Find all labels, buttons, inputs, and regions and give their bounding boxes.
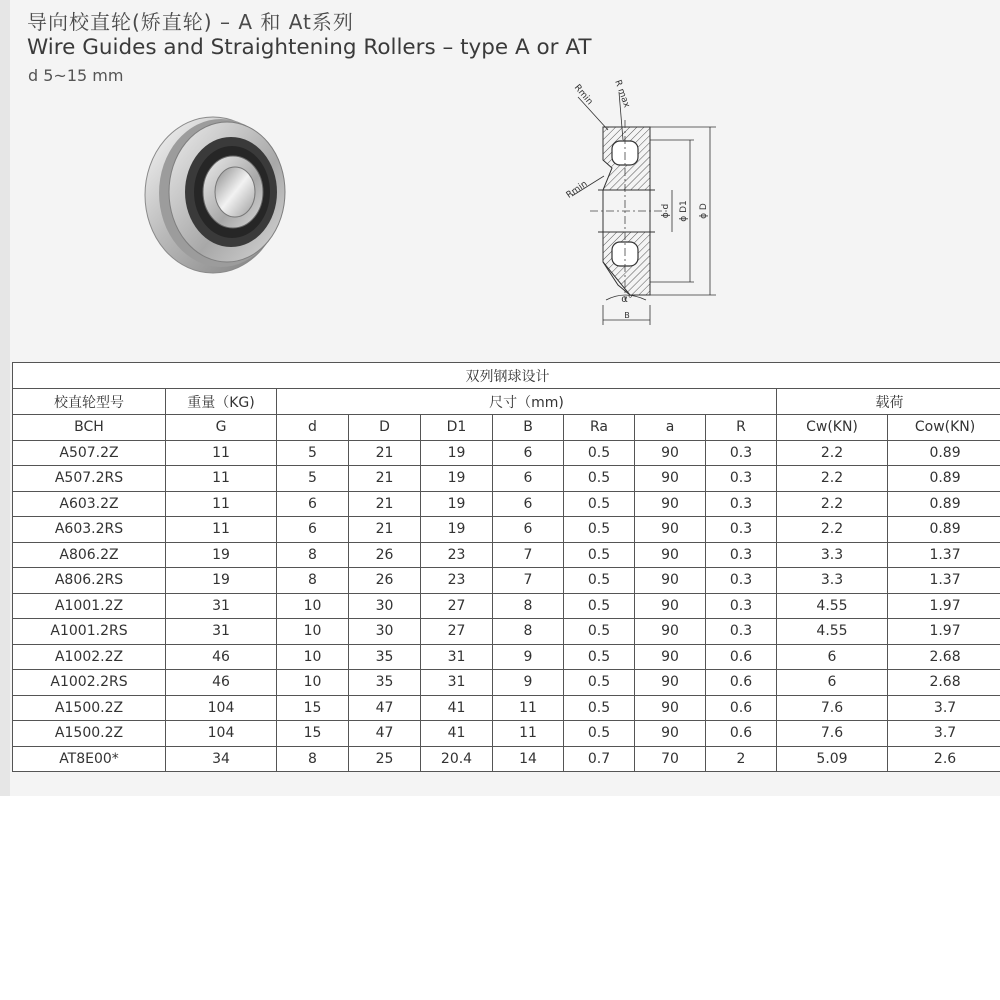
value-cell: 90 bbox=[635, 619, 706, 645]
value-cell: 90 bbox=[635, 695, 706, 721]
model-cell: AT8E00* bbox=[13, 746, 166, 772]
value-cell: 7 bbox=[493, 542, 564, 568]
value-cell: 7.6 bbox=[777, 695, 888, 721]
value-cell: 104 bbox=[166, 695, 277, 721]
column-header: Ra bbox=[564, 415, 635, 441]
value-cell: 0.5 bbox=[564, 466, 635, 492]
header-dimensions: 尺寸（mm) bbox=[277, 389, 777, 415]
model-cell: A1500.2Z bbox=[13, 695, 166, 721]
column-header: R bbox=[706, 415, 777, 441]
value-cell: 5 bbox=[277, 466, 349, 492]
value-cell: 0.3 bbox=[706, 593, 777, 619]
value-cell: 0.89 bbox=[888, 466, 1000, 492]
value-cell: 0.6 bbox=[706, 670, 777, 696]
value-cell: 19 bbox=[421, 440, 493, 466]
value-cell: 21 bbox=[349, 491, 421, 517]
value-cell: 6 bbox=[277, 491, 349, 517]
column-header: G bbox=[166, 415, 277, 441]
value-cell: 0.3 bbox=[706, 466, 777, 492]
value-cell: 0.89 bbox=[888, 491, 1000, 517]
value-cell: 0.5 bbox=[564, 542, 635, 568]
value-cell: 8 bbox=[493, 593, 564, 619]
value-cell: 6 bbox=[777, 644, 888, 670]
value-cell: 35 bbox=[349, 670, 421, 696]
value-cell: 90 bbox=[635, 440, 706, 466]
table-row bbox=[13, 517, 1000, 543]
size-range: d 5~15 mm bbox=[28, 66, 124, 85]
value-cell: 34 bbox=[166, 746, 277, 772]
value-cell: 6 bbox=[493, 466, 564, 492]
value-cell: 25 bbox=[349, 746, 421, 772]
value-cell: 0.3 bbox=[706, 491, 777, 517]
table-row bbox=[13, 670, 1000, 696]
value-cell: 26 bbox=[349, 568, 421, 594]
value-cell: 90 bbox=[635, 593, 706, 619]
value-cell: 6 bbox=[493, 491, 564, 517]
value-cell: 23 bbox=[421, 568, 493, 594]
column-header: a bbox=[635, 415, 706, 441]
value-cell: 2 bbox=[706, 746, 777, 772]
value-cell: 8 bbox=[277, 568, 349, 594]
value-cell: 90 bbox=[635, 644, 706, 670]
page-title-english: Wire Guides and Straightening Rollers – type A or AT bbox=[27, 35, 592, 60]
table-body bbox=[13, 440, 1000, 772]
table-row bbox=[13, 721, 1000, 747]
value-cell: 10 bbox=[277, 619, 349, 645]
value-cell: 0.5 bbox=[564, 695, 635, 721]
value-cell: 15 bbox=[277, 721, 349, 747]
value-cell: 0.6 bbox=[706, 695, 777, 721]
value-cell: 3.7 bbox=[888, 695, 1000, 721]
value-cell: 2.68 bbox=[888, 644, 1000, 670]
value-cell: 3.3 bbox=[777, 542, 888, 568]
table-row bbox=[13, 542, 1000, 568]
label-rmin-top: Rmin bbox=[571, 82, 595, 108]
value-cell: 27 bbox=[421, 593, 493, 619]
value-cell: 0.5 bbox=[564, 721, 635, 747]
label-phi-d: ϕ d bbox=[661, 203, 671, 219]
model-cell: A603.2Z bbox=[13, 491, 166, 517]
cross-section-drawing bbox=[560, 78, 730, 333]
column-header: D1 bbox=[421, 415, 493, 441]
group-header-row bbox=[13, 389, 1000, 415]
model-cell: A1002.2Z bbox=[13, 644, 166, 670]
label-phi-d1: ϕ D1 bbox=[679, 200, 689, 222]
value-cell: 41 bbox=[421, 721, 493, 747]
header-model: 校直轮型号 bbox=[13, 389, 166, 415]
value-cell: 2.2 bbox=[777, 466, 888, 492]
value-cell: 21 bbox=[349, 440, 421, 466]
column-header: BCH bbox=[13, 415, 166, 441]
table-title: 双列钢球设计 bbox=[13, 363, 1000, 389]
value-cell: 2.68 bbox=[888, 670, 1000, 696]
value-cell: 1.37 bbox=[888, 568, 1000, 594]
model-cell: A507.2RS bbox=[13, 466, 166, 492]
value-cell: 9 bbox=[493, 644, 564, 670]
value-cell: 5.09 bbox=[777, 746, 888, 772]
label-phi-big-d: ϕ D bbox=[699, 203, 709, 219]
value-cell: 10 bbox=[277, 670, 349, 696]
value-cell: 0.6 bbox=[706, 721, 777, 747]
header-load: 载荷 bbox=[777, 389, 1000, 415]
value-cell: 6 bbox=[277, 517, 349, 543]
value-cell: 2.2 bbox=[777, 491, 888, 517]
value-cell: 0.3 bbox=[706, 619, 777, 645]
value-cell: 31 bbox=[421, 644, 493, 670]
value-cell: 19 bbox=[421, 491, 493, 517]
value-cell: 0.5 bbox=[564, 593, 635, 619]
value-cell: 104 bbox=[166, 721, 277, 747]
value-cell: 19 bbox=[166, 542, 277, 568]
value-cell: 15 bbox=[277, 695, 349, 721]
value-cell: 11 bbox=[166, 466, 277, 492]
value-cell: 11 bbox=[493, 721, 564, 747]
model-cell: A1002.2RS bbox=[13, 670, 166, 696]
value-cell: 0.6 bbox=[706, 644, 777, 670]
value-cell: 6 bbox=[777, 670, 888, 696]
value-cell: 0.3 bbox=[706, 568, 777, 594]
value-cell: 19 bbox=[421, 517, 493, 543]
spec-table bbox=[12, 362, 1000, 772]
table-row bbox=[13, 593, 1000, 619]
page-title-chinese: 导向校直轮(矫直轮) – A 和 At系列 bbox=[27, 10, 354, 34]
value-cell: 70 bbox=[635, 746, 706, 772]
value-cell: 11 bbox=[166, 517, 277, 543]
value-cell: 2.2 bbox=[777, 517, 888, 543]
value-cell: 0.5 bbox=[564, 440, 635, 466]
model-cell: A806.2RS bbox=[13, 568, 166, 594]
model-cell: A507.2Z bbox=[13, 440, 166, 466]
value-cell: 0.5 bbox=[564, 517, 635, 543]
roller-photo bbox=[135, 95, 310, 290]
value-cell: 8 bbox=[277, 542, 349, 568]
value-cell: 26 bbox=[349, 542, 421, 568]
value-cell: 4.55 bbox=[777, 619, 888, 645]
model-cell: A1001.2RS bbox=[13, 619, 166, 645]
value-cell: 46 bbox=[166, 670, 277, 696]
value-cell: 47 bbox=[349, 721, 421, 747]
value-cell: 21 bbox=[349, 466, 421, 492]
value-cell: 31 bbox=[166, 593, 277, 619]
column-header: B bbox=[493, 415, 564, 441]
value-cell: 10 bbox=[277, 644, 349, 670]
sheet-edge bbox=[0, 0, 10, 796]
value-cell: 90 bbox=[635, 568, 706, 594]
value-cell: 31 bbox=[166, 619, 277, 645]
value-cell: 0.3 bbox=[706, 517, 777, 543]
value-cell: 0.5 bbox=[564, 670, 635, 696]
label-rmin-side: Rmin bbox=[564, 179, 590, 201]
header-weight: 重量（KG) bbox=[166, 389, 277, 415]
value-cell: 1.37 bbox=[888, 542, 1000, 568]
value-cell: 1.97 bbox=[888, 619, 1000, 645]
column-header-row bbox=[13, 415, 1000, 441]
table-row bbox=[13, 746, 1000, 772]
value-cell: 2.2 bbox=[777, 440, 888, 466]
value-cell: 23 bbox=[421, 542, 493, 568]
value-cell: 30 bbox=[349, 619, 421, 645]
value-cell: 0.89 bbox=[888, 517, 1000, 543]
table-title-row bbox=[13, 363, 1000, 389]
value-cell: 27 bbox=[421, 619, 493, 645]
value-cell: 31 bbox=[421, 670, 493, 696]
value-cell: 90 bbox=[635, 670, 706, 696]
value-cell: 11 bbox=[493, 695, 564, 721]
value-cell: 90 bbox=[635, 517, 706, 543]
table-row bbox=[13, 568, 1000, 594]
table-row bbox=[13, 440, 1000, 466]
value-cell: 0.5 bbox=[564, 568, 635, 594]
value-cell: 1.97 bbox=[888, 593, 1000, 619]
value-cell: 21 bbox=[349, 517, 421, 543]
table-row bbox=[13, 491, 1000, 517]
value-cell: 90 bbox=[635, 721, 706, 747]
model-cell: A1500.2Z bbox=[13, 721, 166, 747]
table-row bbox=[13, 644, 1000, 670]
value-cell: 0.3 bbox=[706, 440, 777, 466]
value-cell: 9 bbox=[493, 670, 564, 696]
value-cell: 11 bbox=[166, 440, 277, 466]
table-row bbox=[13, 619, 1000, 645]
value-cell: 19 bbox=[421, 466, 493, 492]
value-cell: 5 bbox=[277, 440, 349, 466]
value-cell: 6 bbox=[493, 517, 564, 543]
value-cell: 7 bbox=[493, 568, 564, 594]
value-cell: 10 bbox=[277, 593, 349, 619]
value-cell: 41 bbox=[421, 695, 493, 721]
value-cell: 90 bbox=[635, 542, 706, 568]
value-cell: 3.3 bbox=[777, 568, 888, 594]
value-cell: 0.89 bbox=[888, 440, 1000, 466]
value-cell: 19 bbox=[166, 568, 277, 594]
table-row bbox=[13, 466, 1000, 492]
value-cell: 4.55 bbox=[777, 593, 888, 619]
value-cell: 7.6 bbox=[777, 721, 888, 747]
value-cell: 0.5 bbox=[564, 644, 635, 670]
model-cell: A603.2RS bbox=[13, 517, 166, 543]
value-cell: 8 bbox=[277, 746, 349, 772]
value-cell: 0.5 bbox=[564, 619, 635, 645]
label-rmax: R max bbox=[612, 78, 632, 110]
column-header: Cow(KN) bbox=[888, 415, 1000, 441]
value-cell: 35 bbox=[349, 644, 421, 670]
value-cell: 90 bbox=[635, 466, 706, 492]
value-cell: 46 bbox=[166, 644, 277, 670]
model-cell: A806.2Z bbox=[13, 542, 166, 568]
value-cell: 8 bbox=[493, 619, 564, 645]
value-cell: 6 bbox=[493, 440, 564, 466]
column-header: d bbox=[277, 415, 349, 441]
value-cell: 0.7 bbox=[564, 746, 635, 772]
column-header: D bbox=[349, 415, 421, 441]
value-cell: 3.7 bbox=[888, 721, 1000, 747]
value-cell: 11 bbox=[166, 491, 277, 517]
label-alpha: α° bbox=[621, 294, 633, 305]
value-cell: 2.6 bbox=[888, 746, 1000, 772]
value-cell: 14 bbox=[493, 746, 564, 772]
bore bbox=[215, 167, 255, 217]
value-cell: 30 bbox=[349, 593, 421, 619]
value-cell: 20.4 bbox=[421, 746, 493, 772]
value-cell: 0.3 bbox=[706, 542, 777, 568]
value-cell: 90 bbox=[635, 491, 706, 517]
column-header: Cw(KN) bbox=[777, 415, 888, 441]
value-cell: 47 bbox=[349, 695, 421, 721]
label-width-b: B bbox=[624, 311, 630, 320]
table-row bbox=[13, 695, 1000, 721]
model-cell: A1001.2Z bbox=[13, 593, 166, 619]
value-cell: 0.5 bbox=[564, 491, 635, 517]
